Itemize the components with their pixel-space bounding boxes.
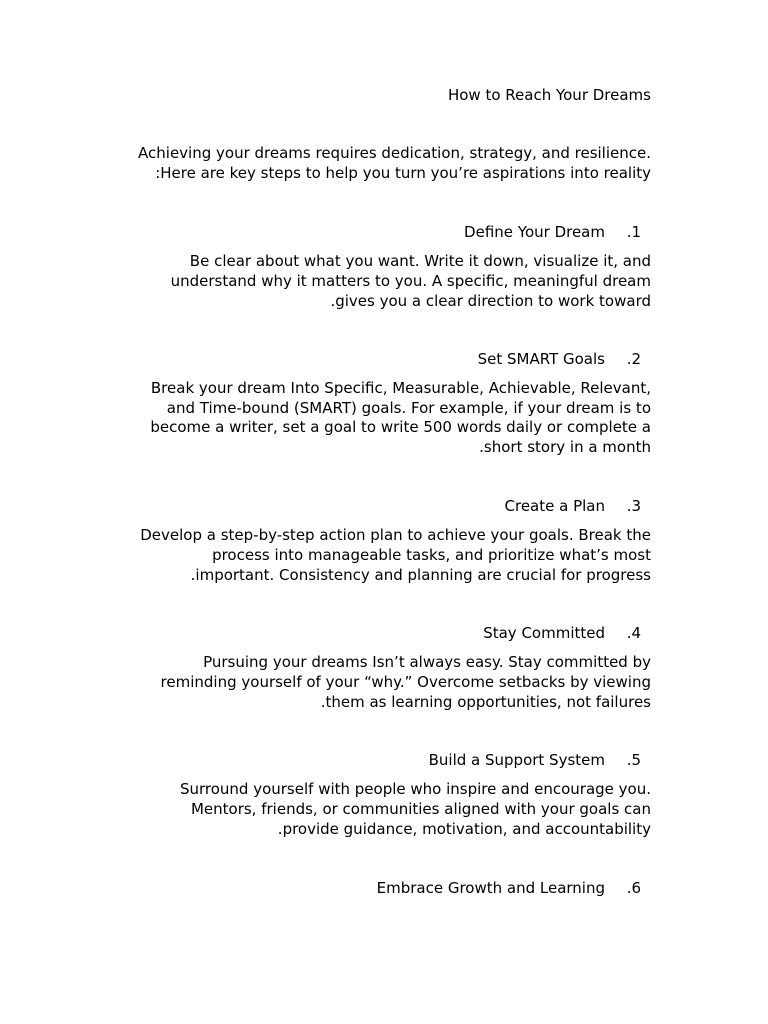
paragraph-line: Mentors, friends, or communities aligned with your goals can — [190, 800, 651, 818]
paragraph-line: and Time-bound (SMART) goals. For example, if your dream is to — [166, 399, 651, 417]
paragraph-line: .them as learning opportunities, not failures — [320, 693, 651, 711]
document-title: How to Reach Your Dreams — [447, 86, 651, 104]
paragraph-line: process into manageable tasks, and prioritize what’s most — [212, 546, 651, 564]
section-number: .5 — [626, 751, 641, 769]
section-heading-text: Create a Plan — [504, 497, 605, 515]
section-number: .6 — [626, 879, 641, 897]
section-heading — [0, 350, 768, 370]
section-heading-text: Stay Committed — [483, 624, 605, 642]
paragraph-line: reminding yourself of your “why.” Overcome setbacks by viewing — [160, 673, 651, 691]
paragraph-line: Surround yourself with people who inspire and encourage you. — [179, 780, 651, 798]
paragraph-line: .gives you a clear direction to work toward — [330, 292, 651, 310]
paragraph-line: Develop a step-by-step action plan to achieve your goals. Break the — [140, 526, 651, 544]
section-number: .1 — [626, 223, 641, 241]
section-heading — [0, 497, 768, 517]
section-heading — [0, 879, 768, 899]
paragraph-line: Break your dream Into Specific, Measurable, Achievable, Relevant, — [150, 379, 651, 397]
intro-line: Achieving your dreams requires dedication, strategy, and resilience. — [138, 144, 651, 162]
section-heading — [0, 624, 768, 644]
section-heading-text: Build a Support System — [428, 751, 605, 769]
section-heading — [0, 223, 768, 243]
section-heading-text: Set SMART Goals — [477, 350, 605, 368]
section-number: .3 — [626, 497, 641, 515]
paragraph-line: Pursuing your dreams Isn’t always easy. Stay committed by — [203, 653, 651, 671]
intro-line: :Here are key steps to help you turn you’re aspirations into reality — [155, 164, 651, 182]
paragraph-line: .provide guidance, motivation, and accountability — [277, 820, 651, 838]
paragraph-line: become a writer, set a goal to write 500 words daily or complete a — [150, 418, 651, 436]
section-heading-text: Embrace Growth and Learning — [376, 879, 605, 897]
paragraph-line: .important. Consistency and planning are crucial for progress — [190, 566, 651, 584]
paragraph-line: understand why it matters to you. A specific, meaningful dream — [170, 272, 651, 290]
paragraph-line: Be clear about what you want. Write it down, visualize it, and — [189, 252, 651, 270]
section-number: .4 — [626, 624, 641, 642]
section-heading — [0, 751, 768, 771]
paragraph-line: .short story in a month — [479, 438, 651, 456]
section-heading-text: Define Your Dream — [464, 223, 605, 241]
section-number: .2 — [626, 350, 641, 368]
